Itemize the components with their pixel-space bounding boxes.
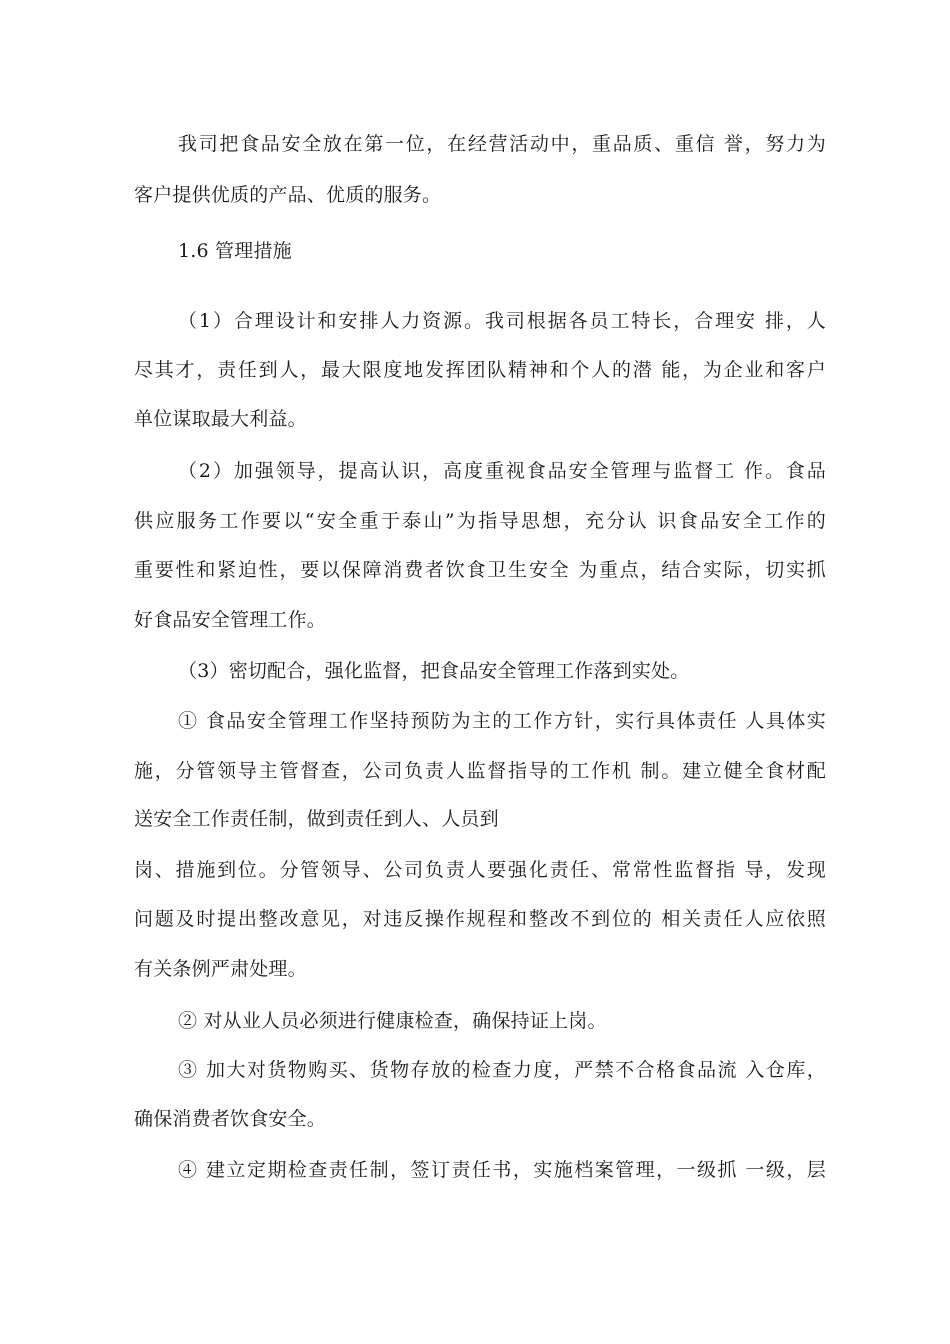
section-heading: 1.6 管理措施 bbox=[178, 240, 292, 262]
paragraph-line: 有关条例严肃处理。 bbox=[134, 958, 307, 980]
paragraph-line: 岗、措施到位。分管领导、公司负责人要强化责任、常常性监督指 导，发现 bbox=[134, 859, 826, 881]
paragraph-line: ① 食品安全管理工作坚持预防为主的工作方针，实行具体责任 人具体实 bbox=[178, 710, 826, 732]
paragraph-line: 施，分管领导主管督查，公司负责人监督指导的工作机 制。建立健全食材配 bbox=[134, 760, 826, 782]
paragraph-line: 确保消费者饮食安全。 bbox=[134, 1108, 327, 1130]
paragraph-line: ③ 加大对货物购买、货物存放的检查力度，严禁不合格食品流 入仓库， bbox=[178, 1059, 826, 1081]
paragraph-line: 我司把食品安全放在第一位，在经营活动中，重品质、重信 誉，努力为 bbox=[178, 133, 826, 155]
paragraph-line: （1）合理设计和安排人力资源。我司根据各员工特长，合理安 排，人 bbox=[178, 310, 826, 332]
paragraph-line: 好食品安全管理工作。 bbox=[134, 609, 327, 631]
paragraph-line: （2）加强领导，提高认识，高度重视食品安全管理与监督工 作。食品 bbox=[178, 460, 826, 482]
paragraph-line: ② 对从业人员必须进行健康检查，确保持证上岗。 bbox=[178, 1010, 607, 1032]
paragraph-line: 客户提供优质的产品、优质的服务。 bbox=[134, 184, 442, 206]
paragraph-line: ④ 建立定期检查责任制，签订责任书，实施档案管理，一级抓 一级，层 bbox=[178, 1159, 826, 1181]
paragraph-line: 单位谋取最大利益。 bbox=[134, 408, 307, 430]
paragraph-line: （3）密切配合，强化监督，把食品安全管理工作落到实处。 bbox=[178, 660, 690, 682]
paragraph-line: 尽其才，责任到人，最大限度地发挥团队精神和个人的潜 能，为企业和客户 bbox=[134, 359, 826, 381]
paragraph-line: 供应服务工作要以“安全重于泰山”为指导思想，充分认 识食品安全工作的 bbox=[134, 510, 826, 532]
paragraph-line: 问题及时提出整改意见，对违反操作规程和整改不到位的 相关责任人应依照 bbox=[134, 908, 826, 930]
paragraph-line: 重要性和紧迫性，要以保障消费者饮食卫生安全 为重点，结合实际，切实抓 bbox=[134, 559, 826, 581]
paragraph-line: 送安全工作责任制，做到责任到人、人员到 bbox=[134, 808, 499, 830]
